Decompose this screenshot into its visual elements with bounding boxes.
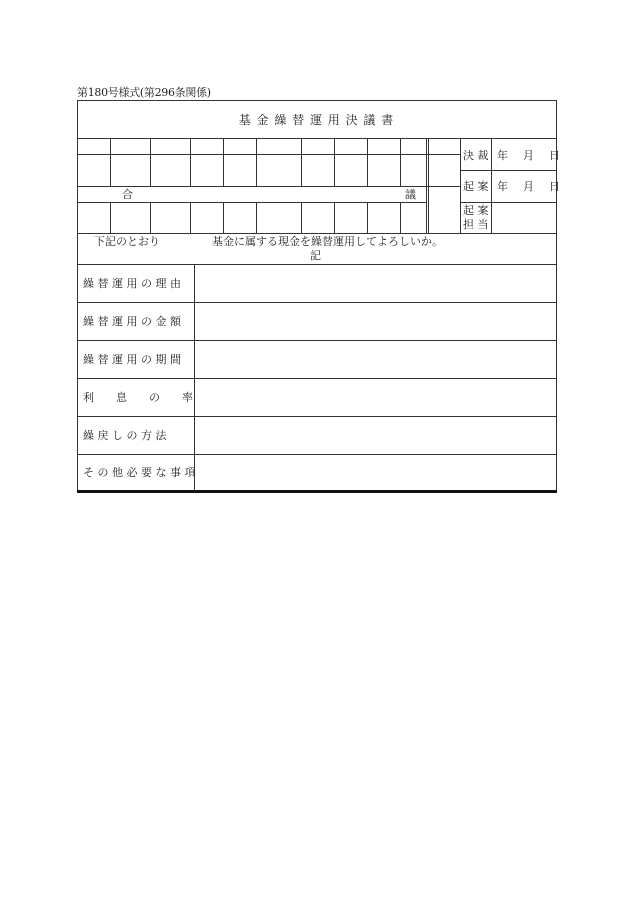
row-label: 繰 替 運 用 の 理 由 <box>83 277 181 290</box>
draft-label: 起 案 <box>463 180 489 193</box>
form-label: 第180号様式(第296条関係) <box>77 86 211 99</box>
drafter-label-1: 起 案 <box>463 204 489 217</box>
consult-right-label: 議 <box>405 188 416 201</box>
row-label: そ の 他 必 要 な 事 項 <box>83 466 196 479</box>
row-label: 繰 替 運 用 の 期 間 <box>83 353 181 366</box>
row-label: 利 息 の 率 <box>83 391 193 404</box>
draft-date: 年 月 日 <box>497 180 562 193</box>
decision-date: 年 月 日 <box>497 149 562 162</box>
row-label: 繰 替 運 用 の 金 額 <box>83 315 181 328</box>
row-label: 繰 戻 し の 方 法 <box>83 429 167 442</box>
statement-ki: 記 <box>310 249 321 262</box>
form-title: 基 金 繰 替 運 用 決 議 書 <box>238 113 395 127</box>
statement-body: 基金に属する現金を繰替運用してよろしいか。 <box>212 235 443 248</box>
consult-left-label: 合 <box>122 188 133 201</box>
statement-prefix: 下記のとおり <box>94 235 160 248</box>
decision-label: 決 裁 <box>463 149 489 162</box>
drafter-label-2: 担 当 <box>463 218 489 231</box>
bottom-border <box>77 490 557 493</box>
